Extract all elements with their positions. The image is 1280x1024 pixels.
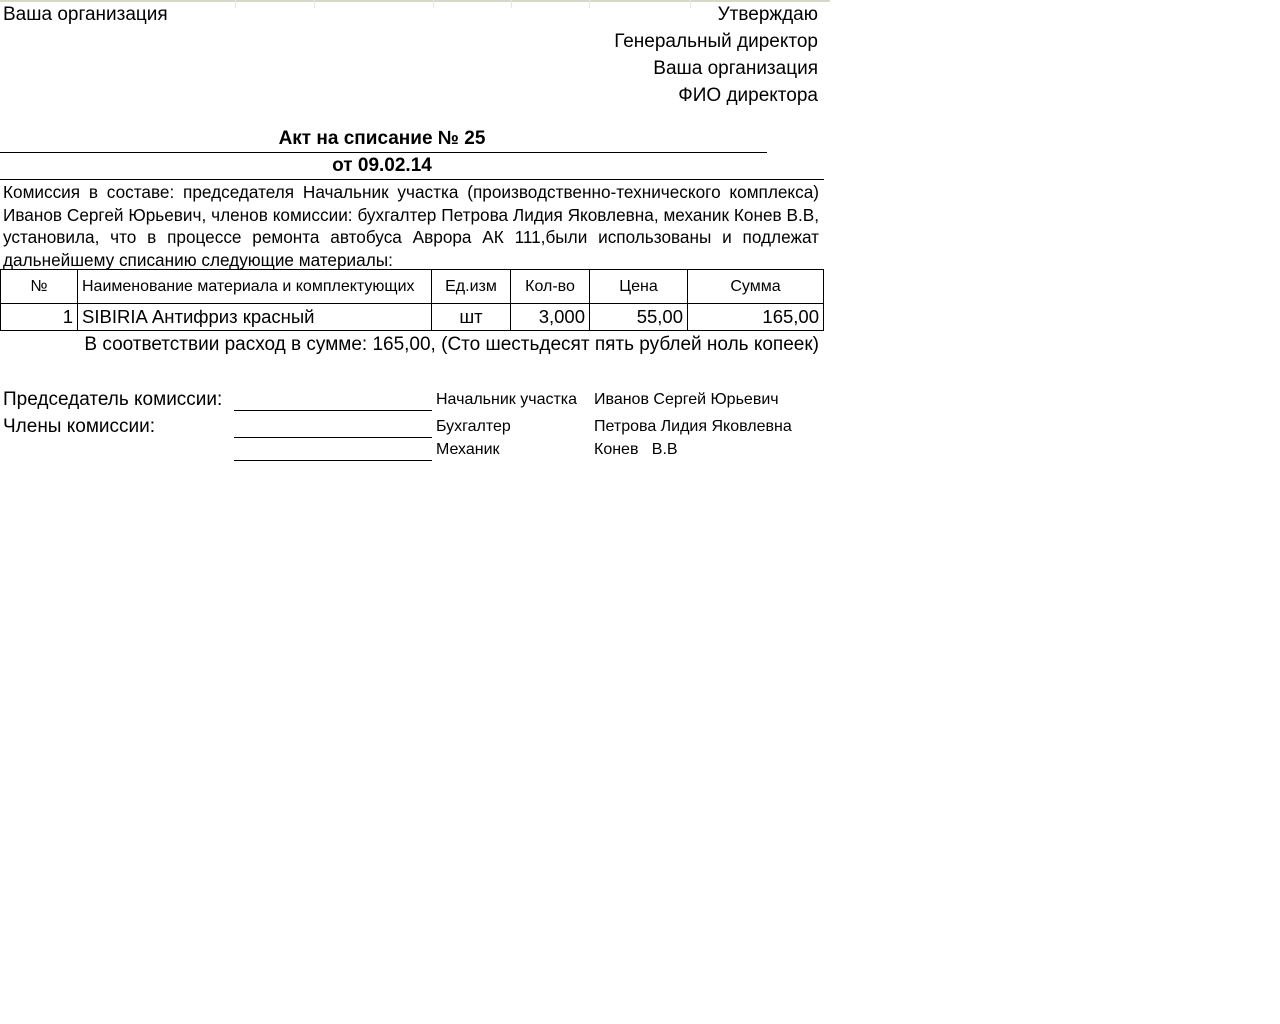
member1-name: Петрова Лидия Яковлевна (594, 418, 792, 435)
row-sum: 165,00 (688, 304, 824, 331)
member1-role: Бухгалтер (436, 418, 511, 435)
members-label: Члены комиссии: (3, 416, 156, 437)
organization-name: Ваша организация (3, 4, 168, 25)
approval-organization: Ваша организация (653, 58, 818, 79)
header-unit: Ед.изм (432, 270, 511, 304)
table-header-row (1, 270, 824, 304)
member2-role: Механик (436, 441, 500, 458)
approval-director-name: ФИО директора (678, 85, 818, 106)
column-mark (314, 0, 315, 8)
chairman-name: Иванов Сергей Юрьевич (594, 391, 779, 408)
row-num: 1 (1, 304, 78, 331)
row-qty: 3,000 (511, 304, 590, 331)
row-price: 55,00 (590, 304, 688, 331)
row-unit: шт (432, 304, 511, 331)
approval-title: Утверждаю (717, 4, 818, 25)
date-underline (0, 179, 824, 180)
total-line: В соответствии расход в сумме: 165,00, (Сто шестьдесят пять рублей ноль копеек) (84, 334, 819, 355)
header-price: Цена (590, 270, 688, 304)
header-qty: Кол-во (511, 270, 590, 304)
table-row (1, 304, 824, 331)
row-name: SIBIRIA Антифриз красный (78, 304, 432, 331)
title-underline (0, 152, 767, 153)
chairman-signature-line (234, 410, 432, 411)
column-mark (589, 0, 590, 8)
header-sum: Сумма (688, 270, 824, 304)
member2-signature-line (234, 460, 432, 461)
column-mark (235, 0, 236, 8)
commission-text: Комиссия в составе: председателя Начальник участка (производственно-технического комплекса) Иванов Сергей Юрьевич, членов комиссии: бухгалтер Петрова Лидия Яковлевна, механик Конев В.В, установила, что в процессе ремонта автобуса Аврора АК 111,были использованы и подлежат дальнейшему списанию следующие материалы: (3, 182, 819, 270)
approval-position: Генеральный директор (614, 31, 818, 52)
column-mark (433, 0, 434, 8)
header-num: № (1, 270, 78, 304)
header-name: Наименование материала и комплектующих (78, 270, 432, 304)
act-title: Акт на списание № 25 (278, 128, 486, 149)
member1-signature-line (234, 437, 432, 438)
top-border (0, 0, 830, 2)
column-mark (511, 0, 512, 8)
chairman-role: Начальник участка (436, 391, 578, 408)
act-date: от 09.02.14 (332, 155, 432, 176)
column-mark (690, 0, 691, 8)
chairman-label: Председатель комиссии: (3, 389, 223, 410)
member2-name: Конев В.В (594, 441, 678, 458)
materials-table (0, 269, 824, 331)
